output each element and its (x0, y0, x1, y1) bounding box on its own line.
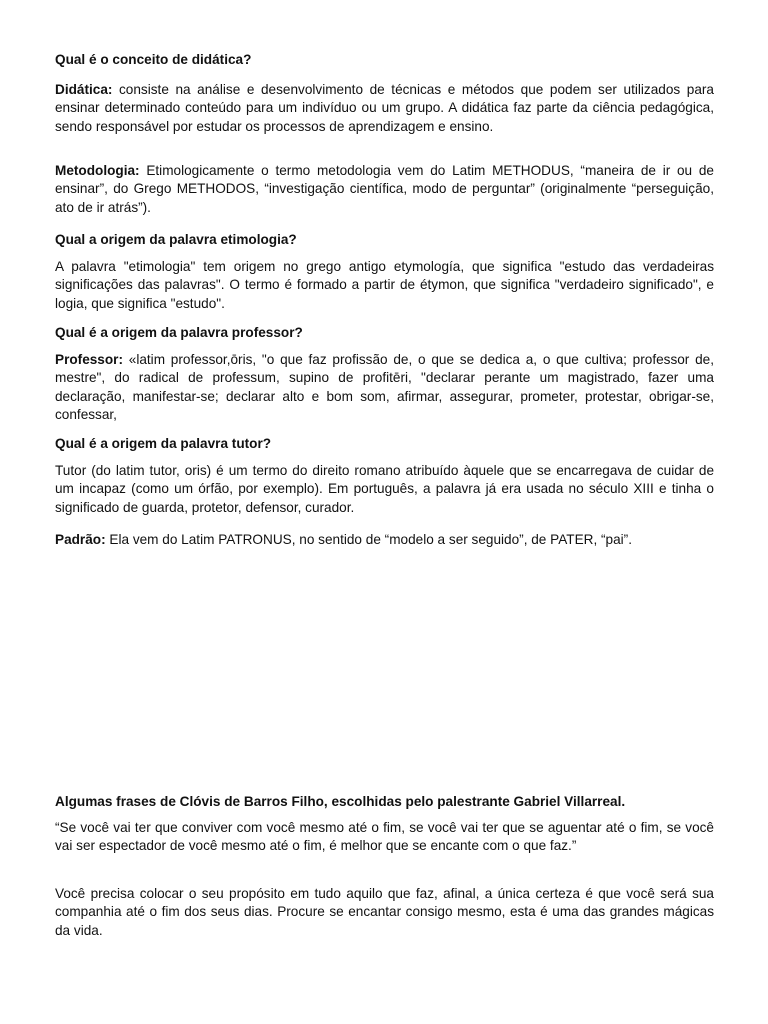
paragraph-text: Ela vem do Latim PATRONUS, no sentido de “modelo a ser seguido”, de PATER, “pai”. (105, 532, 632, 547)
section-heading: Qual é a origem da palavra tutor? (55, 436, 272, 451)
heading-tutor (55, 435, 714, 453)
paragraph-text: «latim professor,ōris, "o que faz profissão de, o que se dedica a, o que cultiva; professor de, mestre", do radical de professum, supino de profitēri, "declarar perante um magistrado, fazer uma declaração, manifestar-se; declarar alto e bom som, afirmar, assegurar, prometer, protestar, obrigar-se, confessar, (55, 352, 714, 422)
paragraph-quote (55, 819, 714, 856)
paragraph-text: Etimologicamente o termo metodologia vem do Latim METHODUS, “maneira de ir ou de ensinar”, do Grego METHODOS, “investigação científica, modo de perguntar” (originalmente “perseguição, ato de ir atrás”). (55, 163, 714, 215)
paragraph-professor (55, 351, 714, 424)
heading-didatica (55, 51, 714, 69)
term-label: Didática: (55, 82, 113, 97)
term-label: Professor: (55, 352, 123, 367)
paragraph-tutor (55, 462, 714, 517)
paragraph-metodologia (55, 162, 714, 217)
paragraph-etimologia (55, 258, 714, 313)
section-heading: Qual é o conceito de didática? (55, 52, 252, 67)
paragraph-proposito (55, 885, 714, 940)
paragraph-text: A palavra "etimologia" tem origem no grego antigo etymología, que significa "estudo das verdadeiras significações das palavras". O termo é formado a partir de étymon, que significa "verdadeiro significado", e logia, que significa "estudo". (55, 259, 714, 311)
heading-etimologia (55, 231, 714, 249)
paragraph-padrao (55, 531, 714, 549)
term-label: Metodologia: (55, 163, 140, 178)
paragraph-didatica (55, 81, 714, 136)
section-heading: Algumas frases de Clóvis de Barros Filho, escolhidas pelo palestrante Gabriel Villarreal. (55, 794, 626, 809)
paragraph-text: Tutor (do latim tutor, oris) é um termo do direito romano atribuído àquele que se encarregava de cuidar de um incapaz (como um órfão, por exemplo). Em português, a palavra já era usada no século XIII e tinha o significado de guarda, protetor, defensor, curador. (55, 463, 714, 515)
paragraph-text: “Se você vai ter que conviver com você mesmo até o fim, se você vai ter que se aguentar até o fim, se você vai ser espectador de você mesmo até o fim, é melhor que se encante com o que faz.” (55, 820, 714, 854)
heading-professor (55, 324, 714, 342)
section-heading: Qual a origem da palavra etimologia? (55, 232, 297, 247)
section-heading: Qual é a origem da palavra professor? (55, 325, 303, 340)
paragraph-text: consiste na análise e desenvolvimento de técnicas e métodos que podem ser utilizados para ensinar determinado conteúdo para um indivíduo ou um grupo. A didática faz parte da ciência pedagógica, sendo responsável por estudar os processos de aprendizagem e ensino. (55, 82, 714, 134)
paragraph-text: Você precisa colocar o seu propósito em tudo aquilo que faz, afinal, a única certeza é que você será sua companhia até o fim dos seus dias. Procure se encantar consigo mesmo, esta é uma das grandes mágicas da vida. (55, 886, 714, 938)
term-label: Padrão: (55, 532, 106, 547)
heading-frases (55, 793, 714, 811)
